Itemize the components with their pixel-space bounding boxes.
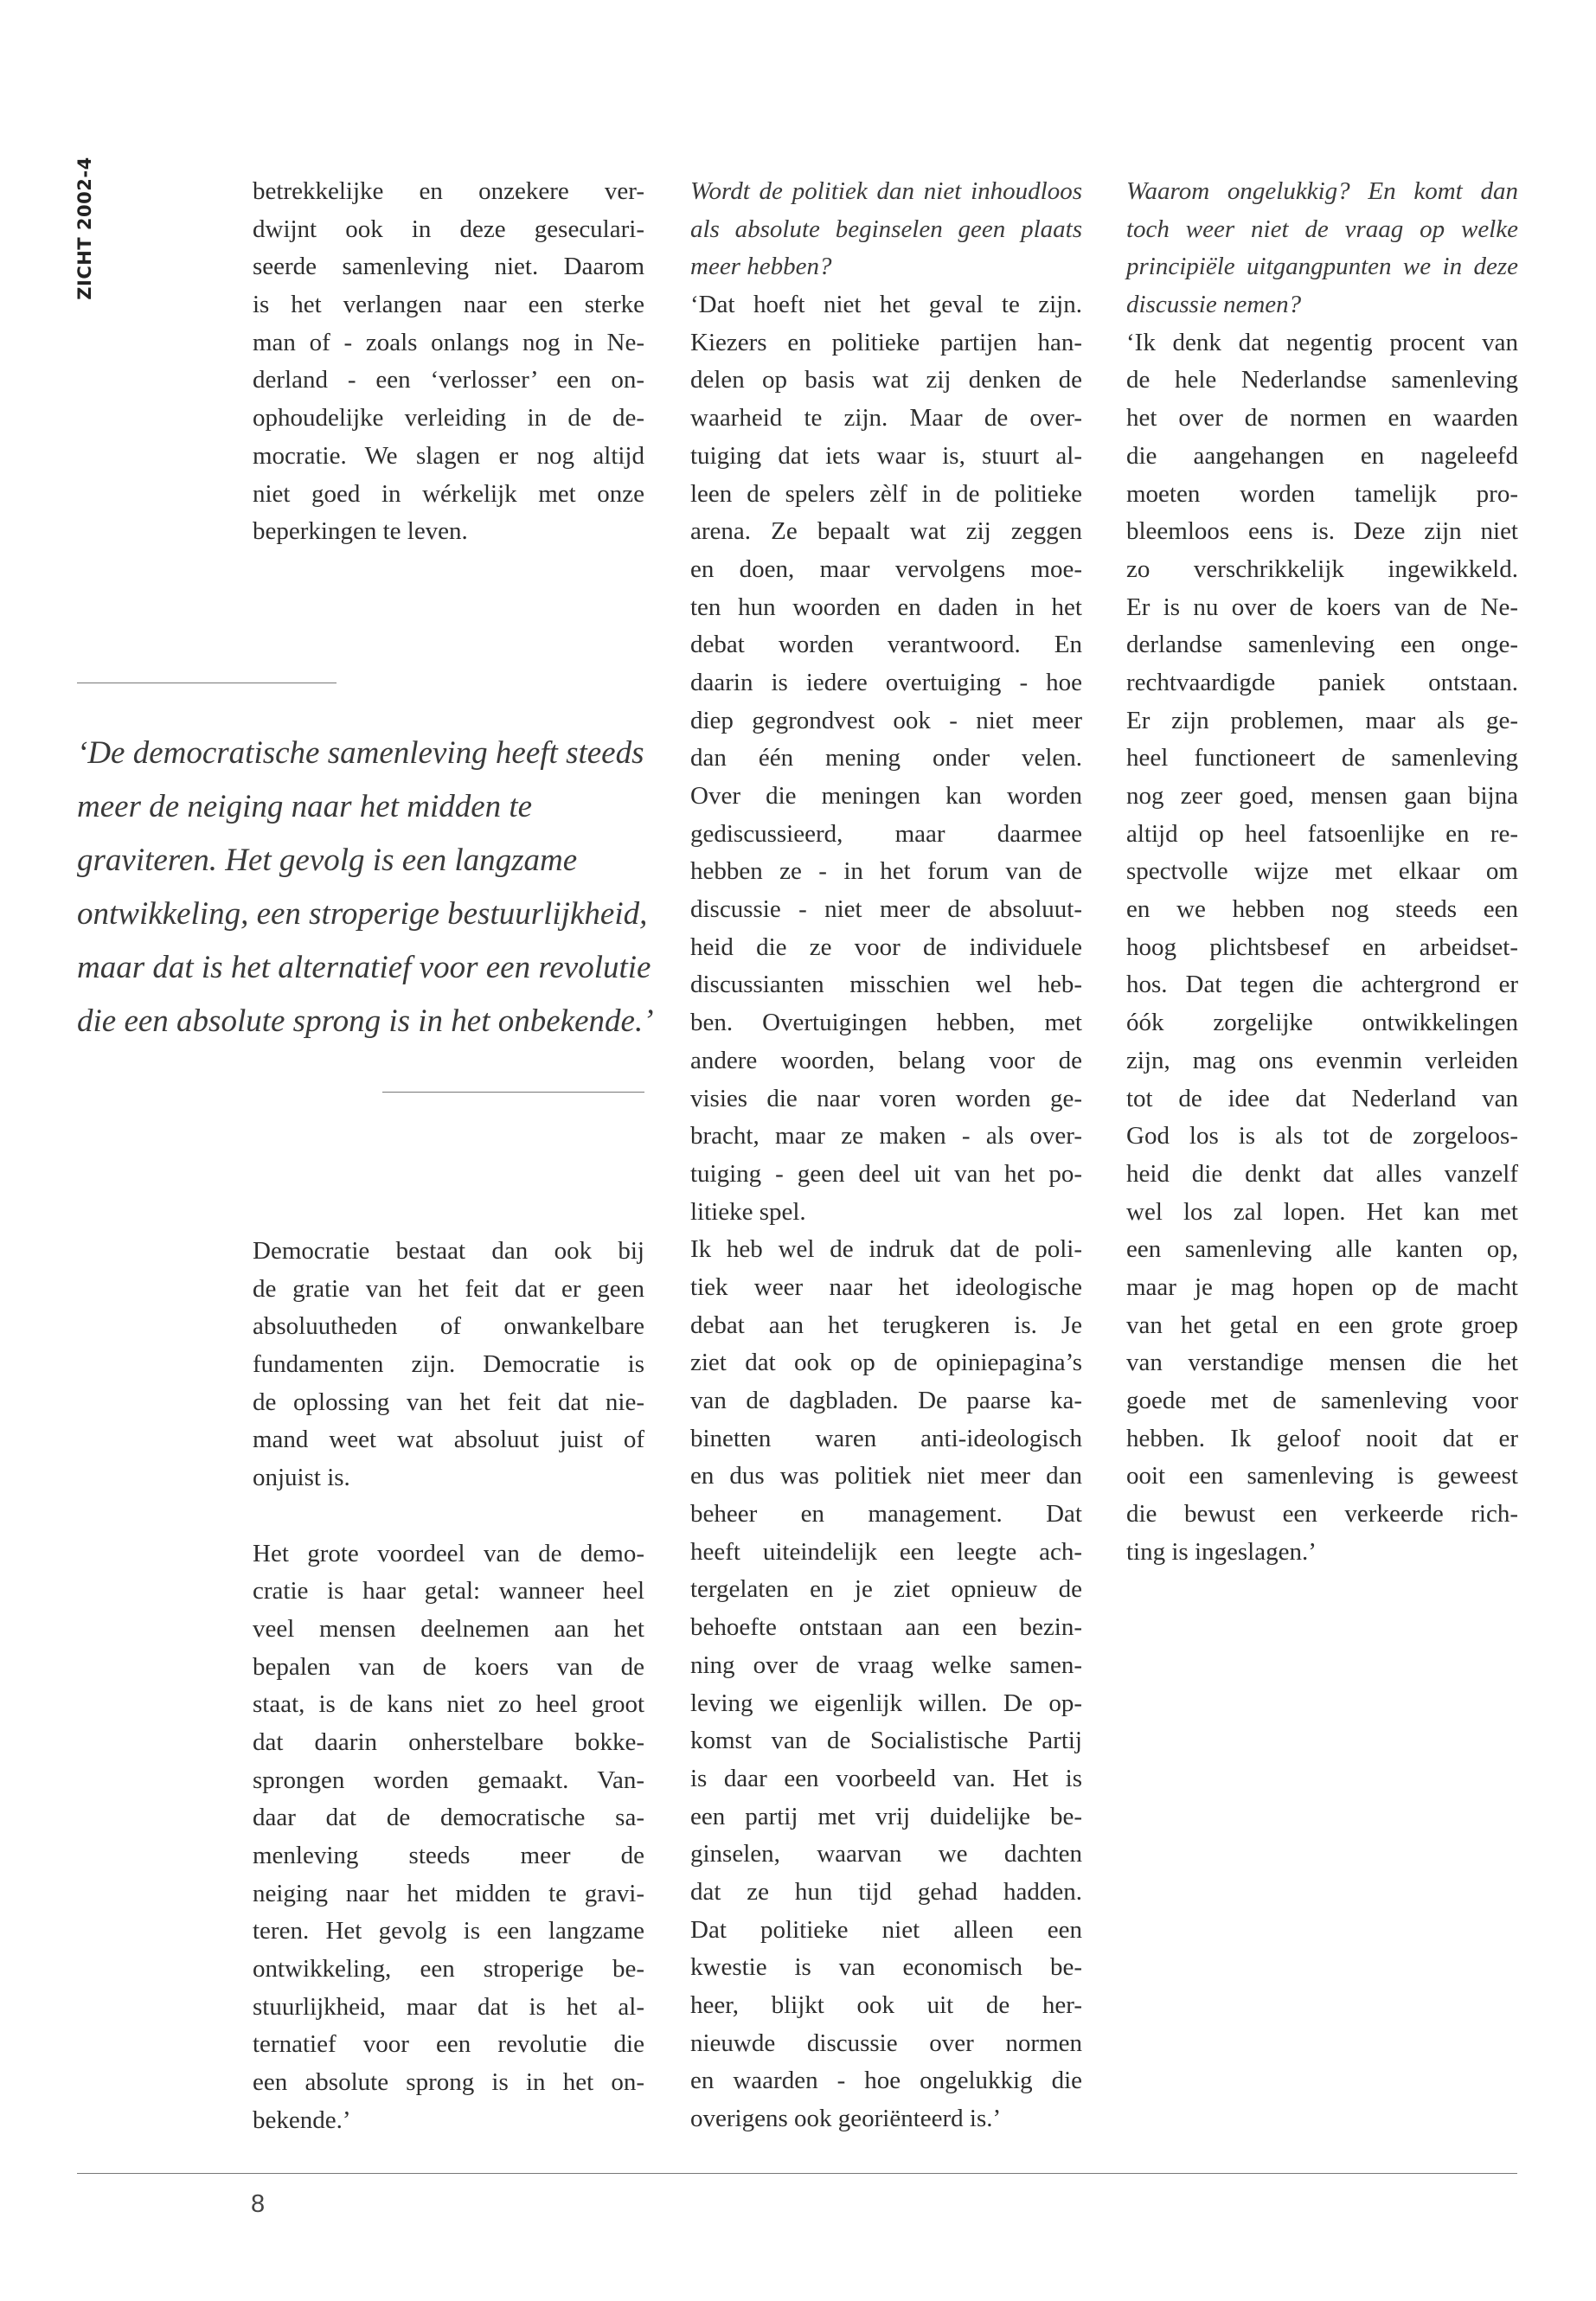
text-line: dwijnt ook in deze geseculari-	[253, 215, 644, 243]
paragraph	[690, 286, 1082, 1231]
text-line: een partij met vrij duidelijke be-	[690, 1802, 1082, 1830]
text-line: binetten waren anti-ideologisch	[690, 1424, 1082, 1452]
text-line: Kiezers en politieke partijen han-	[690, 328, 1082, 356]
text-line: tuiging dat iets waar is, stuurt al-	[690, 441, 1082, 470]
running-head-text: ZICHT 2002-4	[74, 157, 95, 300]
text-line: mocratie. We slagen er nog altijd	[253, 441, 644, 470]
text-line: bleemloos eens is. Deze zijn niet	[1126, 517, 1518, 546]
text-line: hos. Dat tegen die achtergrond er	[1126, 971, 1518, 999]
text-line: toch weer niet de vraag op welke	[1126, 215, 1518, 243]
text-line: bepalen van de koers van de	[253, 1652, 644, 1681]
text-line: mand weet wat absoluut juist of	[253, 1426, 644, 1454]
pull-quote-line: ‘De democratische samenleving heeft steeds	[77, 735, 644, 771]
text-line: discussie nemen?	[1126, 291, 1302, 319]
text-line: fundamenten zijn. Democratie is	[253, 1350, 644, 1379]
text-line: Het grote voordeel van de demo-	[253, 1539, 644, 1567]
text-line: Democratie bestaat dan ook bij	[253, 1237, 644, 1265]
text-line: van verstandige mensen die het	[1126, 1349, 1518, 1377]
text-line: moeten worden tamelijk pro-	[1126, 479, 1518, 508]
text-line: Waarom ongelukkig? En komt dan	[1126, 177, 1518, 205]
text-line: dan één mening onder velen.	[690, 744, 1082, 772]
text-line: nog zeer goed, mensen gaan bijna	[1126, 782, 1518, 810]
text-line: is daar een voorbeeld van. Het is	[690, 1764, 1082, 1792]
pull-quote-bottom-rule	[382, 1092, 644, 1093]
text-line: discussie - niet meer de absoluut-	[690, 895, 1082, 924]
text-line: als absolute beginselen geen plaats	[690, 215, 1082, 243]
text-line: hebben ze - in het forum van de	[690, 857, 1082, 886]
text-line: heeft uiteindelijk een leegte ach-	[690, 1537, 1082, 1566]
text-line: de oplossing van het feit dat nie-	[253, 1388, 644, 1416]
text-line: stuurlijkheid, maar dat is het al-	[253, 1992, 644, 2021]
text-line: dat ze hun tijd gehad hadden.	[690, 1877, 1082, 1906]
text-line: debat aan het terugkeren is. Je	[690, 1311, 1082, 1339]
text-line: principiële uitgangpunten we in deze	[1126, 253, 1518, 281]
text-line: Er is nu over de koers van de Ne-	[1126, 593, 1518, 621]
text-line: veel mensen deelnemen aan het	[253, 1614, 644, 1643]
column-2-text	[690, 173, 1082, 2138]
text-line: Dat politieke niet alleen een	[690, 1915, 1082, 1944]
text-line: die aangehangen en nageleefd	[1126, 441, 1518, 470]
text-line: altijd op heel fatsoenlijke en re-	[1126, 819, 1518, 848]
text-line: kwestie is van economisch be-	[690, 1953, 1082, 1982]
text-line: discussianten misschien wel heb-	[690, 971, 1082, 999]
text-line: tuiging - geen deel uit van het po-	[690, 1159, 1082, 1188]
text-line: Wordt de politiek dan niet inhoudloos	[690, 177, 1082, 205]
paragraph	[253, 1535, 644, 2140]
text-line: Over die meningen kan worden	[690, 782, 1082, 810]
text-line: spectvolle wijze met elkaar om	[1126, 857, 1518, 886]
text-line: van het getal en een grote groep	[1126, 1311, 1518, 1339]
text-line: menleving steeds meer de	[253, 1842, 644, 1869]
text-line: heid die denkt dat alles vanzelf	[1126, 1159, 1518, 1188]
text-line: ‘Ik denk dat negentig procent van	[1126, 328, 1518, 356]
text-line: behoefte ontstaan aan een bezin-	[690, 1613, 1082, 1642]
pull-quote-line: meer de neiging naar het midden te	[77, 789, 533, 824]
text-line: een absolute sprong is in het on-	[253, 2068, 644, 2097]
text-line: man of - zoals onlangs nog in Ne-	[253, 328, 644, 356]
text-line: daarin is iedere overtuiging - hoe	[690, 668, 1082, 696]
text-line: daar dat de democratische sa-	[253, 1804, 644, 1832]
text-line: en we hebben nog steeds een	[1126, 895, 1518, 924]
text-line: tergelaten en je ziet opnieuw de	[690, 1575, 1082, 1604]
text-line: een samenleving alle kanten op,	[1126, 1235, 1518, 1264]
pull-quote-line: ontwikkeling, een stroperige bestuurlijkheid,	[77, 896, 648, 932]
text-line: rechtvaardigde paniek ontstaan.	[1126, 668, 1518, 696]
text-line: ginselen, waarvan we dachten	[690, 1840, 1082, 1868]
text-line: die bewust een verkeerde rich-	[1126, 1500, 1518, 1529]
column-1-top-text	[253, 173, 644, 551]
text-line: ten hun woorden en daden in het	[690, 593, 1082, 621]
text-line: leving we eigenlijk willen. De op-	[690, 1689, 1082, 1717]
text-line: ternatief voor een revolutie die	[253, 2030, 644, 2059]
interview-question	[1126, 173, 1518, 324]
text-line: ziet dat ook op de opiniepagina’s	[690, 1349, 1082, 1377]
text-line: komst van de Socialistische Partij	[690, 1727, 1082, 1755]
column-1-bottom-text	[253, 1233, 644, 2140]
text-line: heel functioneert de samenleving	[1126, 744, 1518, 772]
text-line: teren. Het gevolg is een langzame	[253, 1917, 644, 1945]
pull-quote-line: die een absolute sprong is in het onbekende.’	[77, 1003, 654, 1039]
text-line: Ik heb wel de indruk dat de poli-	[690, 1235, 1082, 1264]
text-line: de hele Nederlandse samenleving	[1126, 366, 1518, 394]
text-line: niet goed in wérkelijk met onze	[253, 479, 644, 508]
text-line: absoluutheden of onwankelbare	[253, 1312, 644, 1341]
column-3-text	[1126, 173, 1518, 1571]
text-line: staat, is de kans niet zo heel groot	[253, 1690, 644, 1719]
text-line: litieke spel.	[690, 1197, 806, 1226]
text-line: waarheid te zijn. Maar de over-	[690, 404, 1082, 433]
text-line: zijn, mag ons evenmin verleiden	[1126, 1046, 1518, 1074]
text-line: heer, blijkt ook uit de her-	[690, 1991, 1082, 2019]
text-line: diep gegrondvest ook - niet meer	[690, 706, 1082, 734]
pull-quote-line: graviteren. Het gevolg is een langzame	[77, 843, 578, 878]
text-line: debat worden verantwoord. En	[690, 631, 1082, 659]
text-line: leen de spelers zèlf in de politieke	[690, 479, 1082, 508]
text-line: de gratie van het feit dat er geen	[253, 1274, 644, 1303]
text-line: andere woorden, belang voor de	[690, 1046, 1082, 1074]
text-line: is het verlangen naar een sterke	[253, 291, 644, 319]
pull-quote	[77, 727, 654, 1048]
page-number: 8	[251, 2190, 266, 2218]
pull-quote-line: maar dat is het alternatief voor een revolutie	[77, 950, 651, 985]
text-line: gediscussieerd, maar daarmee	[690, 819, 1082, 848]
text-line: derland - een ‘verlosser’ een on-	[253, 366, 644, 394]
interview-question	[690, 173, 1082, 286]
text-line: cratie is haar getal: wanneer heel	[253, 1577, 644, 1606]
text-line: Er zijn problemen, maar als ge-	[1126, 706, 1518, 734]
text-line: wel los zal lopen. Het kan met	[1126, 1197, 1518, 1226]
text-line: en doen, maar vervolgens moe-	[690, 554, 1082, 583]
text-line: God los is als tot de zorgeloos-	[1126, 1122, 1518, 1150]
text-line: meer hebben?	[690, 253, 832, 281]
text-line: hoog plichtsbesef en arbeidset-	[1126, 933, 1518, 961]
text-line: ben. Overtuigingen hebben, met	[690, 1009, 1082, 1037]
text-line: óók zorgelijke ontwikkelingen	[1126, 1009, 1518, 1037]
text-line: beperkingen te leven.	[253, 517, 468, 546]
text-line: beheer en management. Dat	[690, 1500, 1082, 1529]
footer-rule	[77, 2173, 1517, 2174]
text-line: onjuist is.	[253, 1464, 350, 1492]
text-line: maar je mag hopen op de macht	[1126, 1272, 1518, 1301]
text-line: neiging naar het midden te gravi-	[253, 1879, 644, 1907]
text-line: overigens ook georiënteerd is.’	[690, 2105, 1002, 2133]
paragraph	[253, 1233, 644, 1497]
text-line: dat daarin onherstelbare bokke-	[253, 1727, 644, 1756]
text-line: visies die naar voren worden ge-	[690, 1084, 1082, 1112]
text-line: heid die ze voor de individuele	[690, 933, 1082, 961]
text-line: hebben. Ik geloof nooit dat er	[1126, 1424, 1518, 1452]
text-line: ooit een samenleving is geweest	[1126, 1462, 1518, 1490]
text-line: tiek weer naar het ideologische	[690, 1272, 1082, 1301]
text-line: nieuwde discussie over normen	[690, 2029, 1082, 2057]
text-line: ning over de vraag welke samen-	[690, 1650, 1082, 1679]
paragraph	[690, 1231, 1082, 2138]
text-line: bracht, maar ze maken - als over-	[690, 1122, 1082, 1150]
paragraph	[1126, 324, 1518, 1572]
text-line: tot de idee dat Nederland van	[1126, 1084, 1518, 1112]
paragraph	[253, 173, 644, 551]
text-line: delen op basis wat zij denken de	[690, 366, 1082, 394]
running-head	[67, 159, 102, 298]
text-line: derlandse samenleving een onge-	[1126, 631, 1518, 659]
text-line: betrekkelijke en onzekere ver-	[253, 177, 644, 205]
text-line: zo verschrikkelijk ingewikkeld.	[1126, 554, 1518, 583]
text-line: ontwikkeling, een stroperige be-	[253, 1955, 644, 1984]
text-line: sprongen worden gemaakt. Van-	[253, 1766, 644, 1794]
text-line: ophoudelijke verleiding in de de-	[253, 404, 644, 433]
text-line: en waarden - hoe ongelukkig die	[690, 2067, 1082, 2095]
text-line: goede met de samenleving voor	[1126, 1387, 1518, 1414]
text-line: seerde samenleving niet. Daarom	[253, 253, 644, 281]
text-line: en dus was politiek niet meer dan	[690, 1462, 1082, 1490]
text-line: arena. Ze bepaalt wat zij zeggen	[690, 517, 1082, 546]
text-line: bekende.’	[253, 2106, 351, 2134]
text-line: ting is ingeslagen.’	[1126, 1537, 1317, 1566]
text-line: van de dagbladen. De paarse ka-	[690, 1387, 1082, 1414]
text-line: ‘Dat hoeft niet het geval te zijn.	[690, 291, 1082, 319]
text-line: het over de normen en waarden	[1126, 404, 1518, 433]
